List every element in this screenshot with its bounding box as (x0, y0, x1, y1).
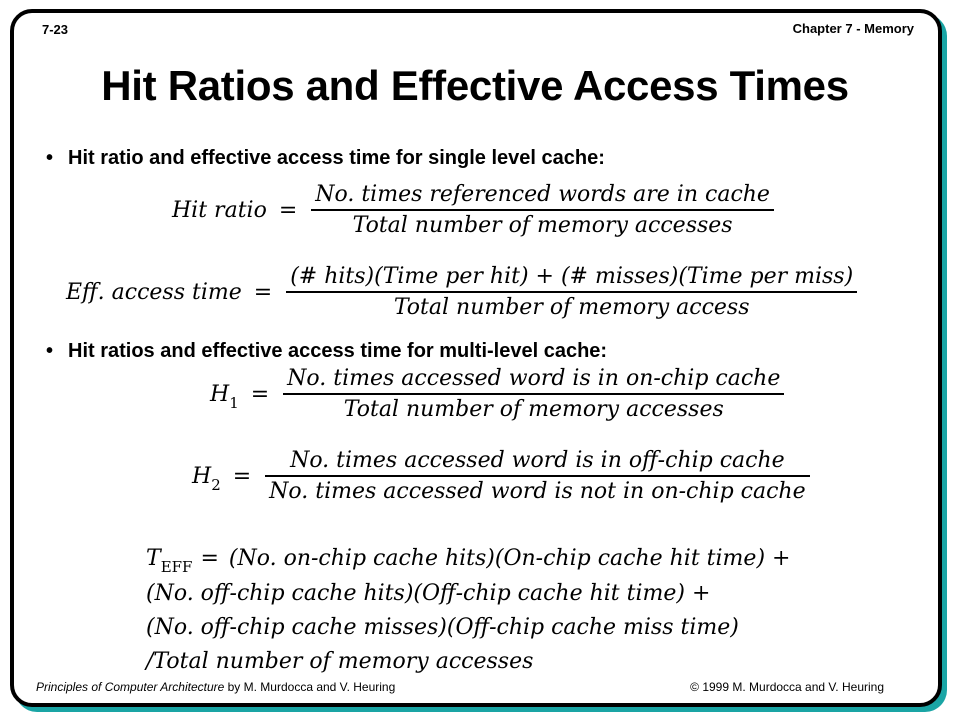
fraction (265, 448, 809, 504)
denominator: No. times accessed word is not in on-chip cache (269, 479, 806, 504)
subscript: 2 (211, 475, 221, 494)
teff-line-2: (No. off-chip cache hits)(Off-chip cache hit time) + (146, 581, 711, 606)
bullet-single-level (46, 147, 605, 170)
numerator: (# hits)(Time per hit) + (# misses)(Time per miss) (286, 264, 857, 293)
subscript: EFF (160, 558, 193, 576)
subscript: 1 (229, 393, 239, 412)
teff-line-3: (No. off-chip cache misses)(Off-chip cache miss time) (146, 615, 739, 640)
equals-sign: = (250, 381, 270, 407)
teff-line-1 (146, 542, 790, 577)
numerator: No. times accessed word is in off-chip cache (265, 448, 809, 477)
bullet-dot-icon: • (46, 147, 54, 169)
hit-ratio-equation (172, 182, 774, 238)
denominator: Total number of memory accesses (352, 213, 733, 238)
teff-equation (146, 542, 790, 679)
bullet-text: Hit ratios and effective access time for multi-level cache: (68, 340, 608, 362)
teff-line-4: /Total number of memory accesses (146, 649, 534, 674)
denominator: Total number of memory accesses (343, 397, 724, 422)
denominator: Total number of memory access (393, 295, 750, 320)
equals-sign: = (200, 546, 219, 571)
equals-sign: = (232, 463, 252, 489)
eff-access-time-equation (66, 264, 857, 320)
footer-copyright: © 1999 M. Murdocca and V. Heuring (690, 680, 884, 694)
slide-number: 7-23 (42, 22, 69, 37)
footer-citation (36, 680, 395, 694)
equals-sign: = (278, 197, 298, 223)
symbol: H (210, 381, 230, 407)
book-authors: by M. Murdocca and V. Heuring (224, 680, 396, 694)
symbol: H (192, 463, 212, 489)
page-title: Hit Ratios and Effective Access Times (101, 62, 849, 109)
equals-sign: = (253, 279, 273, 305)
fraction (283, 366, 784, 422)
equation-lhs (210, 381, 239, 412)
bullet-multi-level (46, 340, 607, 363)
fraction (311, 182, 774, 238)
numerator: No. times referenced words are in cache (311, 182, 774, 211)
equation-lhs: Hit ratio (172, 197, 267, 223)
h1-equation (210, 366, 784, 422)
bullet-text: Hit ratio and effective access time for single level cache: (68, 147, 605, 169)
book-title: Principles of Computer Architecture (36, 680, 225, 694)
bullet-dot-icon: • (46, 340, 54, 362)
symbol: T (146, 546, 161, 571)
teff-term-1: (No. on-chip cache hits)(On-chip cache hit time) + (228, 546, 791, 571)
fraction (286, 264, 857, 320)
equation-lhs: Eff. access time (66, 279, 242, 305)
chapter-title: Chapter 7 - Memory (792, 21, 914, 36)
numerator: No. times accessed word is in on-chip cache (283, 366, 784, 395)
equation-lhs (192, 463, 221, 494)
h2-equation (192, 448, 810, 504)
